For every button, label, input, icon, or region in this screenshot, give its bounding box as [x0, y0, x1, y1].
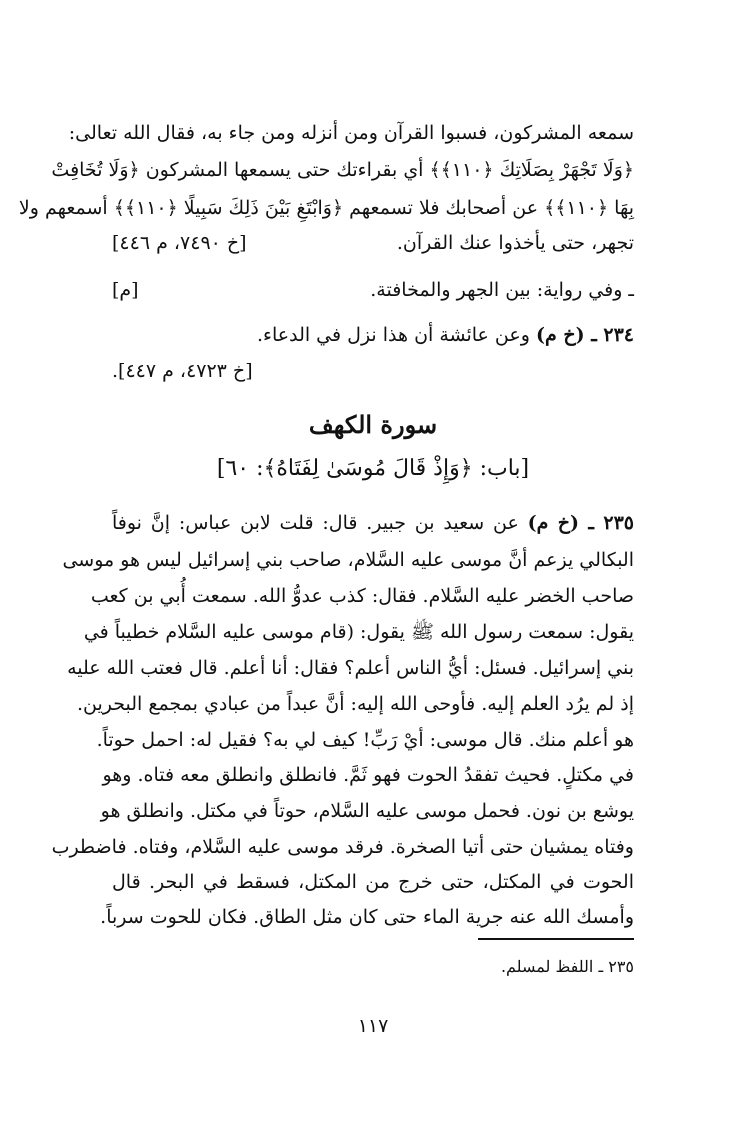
hadith-235-line-1 — [112, 508, 634, 538]
variant-text: ـ وفي رواية: بين الجهر والمخافتة. — [370, 279, 634, 301]
body-line-4 — [112, 228, 634, 258]
hadith-235-line-12: وأمسك الله عنه جرية الماء حتى كان مثل الطاق. فكان للحوت سرباً. — [100, 906, 634, 928]
body-line-1: سمعه المشركون، فسبوا القرآن ومن أنزله ومن جاء به، فقال الله تعالى: — [68, 122, 634, 144]
hadith-234-number: ٢٣٤ ـ (خ م) — [535, 324, 634, 346]
hadith-235-line-11: الحوت في المكتل، حتى خرج من المكتل، فسقط في البحر. قال — [112, 871, 634, 893]
hadith-235-line-7: هو أعلم منك. قال موسى: أيْ رَبِّ! كيف لي به؟ فقيل له: احمل حوتاً. — [96, 729, 634, 751]
variant-narration — [112, 275, 634, 305]
hadith-235-first-text: عن سعيد بن جبير. قال: قلت لابن عباس: إنَّ نوفاً — [112, 512, 528, 534]
chapter-heading: [باب: ﴿وَإِذْ قَالَ مُوسَىٰ لِفَتَاهُ﴾: ٦٠] — [216, 456, 530, 481]
hadith-235-line-4: يقول: سمعت رسول الله ﷺ يقول: (قام موسى عليه السَّلام خطيباً في — [83, 621, 634, 643]
body-line-3: بِهَا ﴿١١٠﴾﴾ عن أصحابك فلا تسمعهم ﴿وَابْتَغِ بَيْنَ ذَلِكَ سَبِيلًا ﴿١١٠﴾﴾ أسمعهم ولا — [18, 197, 634, 219]
hadith-235-line-3: صاحب الخضر عليه السَّلام. فقال: كذب عدوُّ الله. سمعت أُبي بن كعب — [90, 585, 634, 607]
hadith-235-line-9: يوشع بن نون. فحمل موسى عليه السَّلام، حوتاً في مكتل. وانطلق هو — [100, 800, 634, 822]
hadith-234-reference: [خ ٤٧٢٣، م ٤٤٧]. — [112, 360, 253, 382]
hadith-235-line-2: البكالي يزعم أنَّ موسى عليه السَّلام، صاحب بني إسرائيل ليس هو موسى — [62, 549, 634, 571]
body-line-4-text: تجهر، حتى يأخذوا عنك القرآن. — [396, 232, 634, 254]
hadith-235-line-5: بني إسرائيل. فسئل: أيُّ الناس أعلم؟ فقال: أنا أعلم. قال فعتب الله عليه — [67, 657, 634, 679]
footnote: ٢٣٥ ـ اللفظ لمسلم. — [500, 957, 634, 976]
footnote-separator — [478, 938, 634, 940]
variant-reference: [م] — [112, 279, 139, 301]
hadith-234-text: وعن عائشة أن هذا نزل في الدعاء. — [257, 324, 536, 346]
reference-citation: [خ ٧٤٩٠، م ٤٤٦] — [112, 232, 247, 254]
page-number: ١١٧ — [357, 1015, 389, 1037]
body-line-2: ﴿وَلَا تَجْهَرْ بِصَلَاتِكَ ﴿١١٠﴾﴾ أي بقراءتك حتى يسمعها المشركون ﴿وَلَا تُخَافِتْ — [51, 159, 634, 181]
hadith-235-line-10: وفتاه يمشيان حتى أتيا الصخرة. فرقد موسى عليه السَّلام، وفتاه. فاضطرب — [51, 836, 634, 858]
hadith-234 — [112, 320, 634, 350]
hadith-235-line-8: في مكتلٍ. فحيث تفقدُ الحوت فهو ثَمَّ. فانطلق وانطلق معه فتاه. وهو — [102, 764, 634, 786]
sura-title: سورة الكهف — [308, 410, 438, 439]
hadith-235-line-6: إذ لم يرُد العلم إليه. فأوحى الله إليه: أنَّ عبداً من عبادي بمجمع البحرين. — [76, 693, 634, 715]
hadith-235-number: ٢٣٥ ـ (خ م) — [527, 512, 634, 534]
